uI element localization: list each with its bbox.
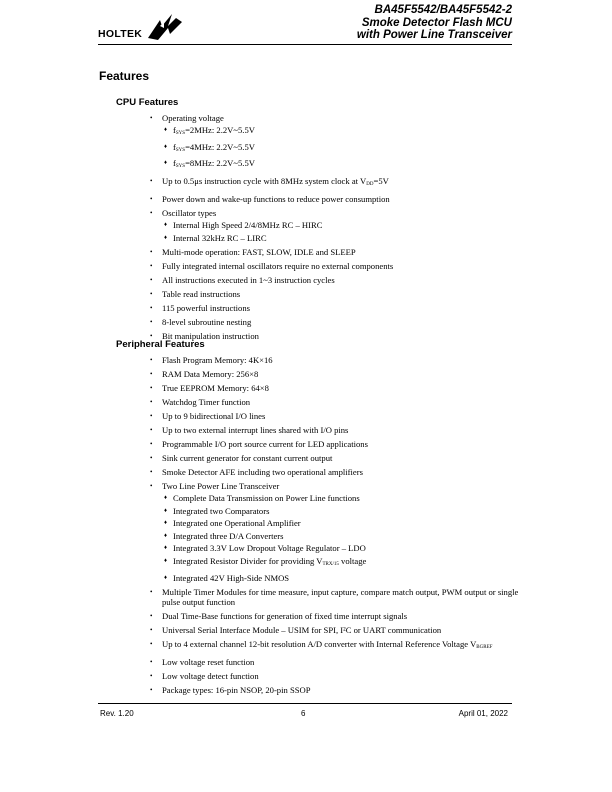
diamond-bullet-icon: ♦ bbox=[164, 532, 168, 539]
peripheral-features-list bbox=[150, 355, 520, 699]
cpu-sub-item-text: $f_{SYS}=4MHz$: 2.2V~5.5V bbox=[173, 141, 255, 153]
bullet-icon: • bbox=[150, 289, 153, 298]
bullet-icon: • bbox=[150, 177, 153, 186]
peripheral-list-item bbox=[150, 383, 520, 393]
footer-revision: Rev. 1.20 bbox=[100, 709, 134, 718]
diamond-bullet-icon: ♦ bbox=[164, 574, 168, 581]
peripheral-item-text: Low voltage reset function bbox=[162, 656, 255, 667]
cpu-features-list bbox=[150, 113, 520, 345]
peripheral-sub-item bbox=[164, 543, 520, 553]
peripheral-sub-item-text: Complete Data Transmission on Power Line functions bbox=[173, 493, 360, 503]
diamond-bullet-icon: ♦ bbox=[164, 143, 168, 150]
diamond-bullet-icon: ♦ bbox=[164, 495, 168, 501]
peripheral-item-text: Universal Serial Interface Module – USIM for SPI, I²C or UART communication bbox=[162, 624, 442, 635]
header-divider bbox=[98, 44, 512, 45]
bullet-icon: • bbox=[150, 426, 153, 434]
peripheral-item-text: Multiple Timer Modules for time measure, input capture, compare match output, PWM output or single pulse output function bbox=[162, 586, 519, 607]
peripheral-item-text: True EEPROM Memory: 64×8 bbox=[162, 383, 269, 393]
peripheral-list-item bbox=[150, 453, 520, 463]
peripheral-list-item bbox=[150, 397, 520, 407]
cpu-item-text: Fully integrated internal oscillators require no external components bbox=[162, 260, 394, 271]
bullet-icon: • bbox=[150, 468, 153, 476]
peripheral-list-item bbox=[150, 425, 520, 435]
cpu-item-text: 8-level subroutine nesting bbox=[162, 316, 252, 327]
diamond-bullet-icon: ♦ bbox=[164, 545, 168, 552]
peripheral-list-item bbox=[150, 411, 520, 421]
cpu-sub-item-text: $f_{SYS}=8MHz$: 2.2V~5.5V bbox=[173, 158, 255, 170]
peripheral-sub-item-text: Integrated 42V High-Side NMOS bbox=[173, 572, 290, 583]
cpu-sub-item bbox=[164, 233, 520, 243]
peripheral-list-item bbox=[150, 625, 520, 635]
peripheral-list-item bbox=[150, 587, 520, 607]
bullet-icon: • bbox=[150, 331, 153, 340]
peripheral-sub-item bbox=[164, 506, 520, 516]
bullet-icon: • bbox=[150, 685, 153, 694]
peripheral-sub-item bbox=[164, 493, 520, 503]
document-title bbox=[357, 4, 512, 42]
footer-divider bbox=[98, 703, 512, 704]
cpu-features-heading: CPU Features bbox=[116, 97, 179, 108]
cpu-list-item bbox=[150, 261, 520, 271]
title-line-3: with Power Line Transceiver bbox=[356, 29, 512, 41]
cpu-item-text: Power down and wake-up functions to reduce power consumption bbox=[162, 194, 390, 205]
peripheral-list-item bbox=[150, 369, 520, 379]
peripheral-sub-item-text: Integrated one Operational Amplifier bbox=[173, 518, 301, 529]
cpu-list-item bbox=[150, 331, 520, 341]
cpu-sub-list bbox=[162, 220, 520, 243]
cpu-list-item bbox=[150, 113, 520, 172]
cpu-item-text: Up to 0.5μs instruction cycle with 8MHz system clock at $V_{DD}=5V$ bbox=[162, 176, 389, 188]
peripheral-item-text: Smoke Detector AFE including two operational amplifiers bbox=[162, 467, 363, 477]
bullet-icon: • bbox=[150, 398, 153, 406]
peripheral-sub-item-text: Integrated three D/A Converters bbox=[173, 530, 284, 541]
peripheral-list-item bbox=[150, 467, 520, 477]
cpu-item-text: All instructions executed in 1~3 instruction cycles bbox=[162, 274, 335, 285]
cpu-list-item bbox=[150, 247, 520, 257]
diamond-bullet-icon: ♦ bbox=[164, 127, 168, 133]
peripheral-list-item bbox=[150, 639, 520, 653]
cpu-sub-item bbox=[164, 142, 520, 156]
bullet-icon: • bbox=[150, 209, 153, 218]
diamond-bullet-icon: ♦ bbox=[164, 557, 168, 564]
cpu-sub-item-text: Internal High Speed 2/4/8MHz RC – HIRC bbox=[173, 220, 323, 231]
cpu-list-item bbox=[150, 176, 520, 190]
bullet-icon: • bbox=[150, 625, 153, 634]
peripheral-list-item bbox=[150, 685, 520, 695]
bullet-icon: • bbox=[150, 611, 153, 620]
peripheral-item-text: Up to 4 external channel 12-bit resolution A/D converter with Internal Reference Voltage $V_{BGREF}$ bbox=[162, 638, 493, 650]
cpu-list-item bbox=[150, 194, 520, 204]
cpu-sub-list bbox=[162, 125, 520, 172]
cpu-sub-item bbox=[164, 158, 520, 172]
diamond-bullet-icon: ♦ bbox=[164, 507, 168, 514]
peripheral-item-text: Low voltage detect function bbox=[162, 670, 259, 681]
cpu-item-text: Oscillator types bbox=[162, 208, 217, 219]
title-line-1: BA45F5542/BA45F5542-2 bbox=[374, 4, 512, 16]
peripheral-sub-item-text: Integrated two Comparators bbox=[173, 505, 270, 516]
peripheral-list-item bbox=[150, 657, 520, 667]
peripheral-sub-list bbox=[162, 493, 520, 583]
cpu-item-text: Multi-mode operation: FAST, SLOW, IDLE and SLEEP bbox=[162, 246, 356, 257]
bullet-icon: • bbox=[150, 671, 153, 680]
cpu-item-text: Table read instructions bbox=[162, 288, 241, 299]
cpu-list-item bbox=[150, 289, 520, 299]
holtek-logo bbox=[98, 12, 188, 44]
peripheral-item-text: Up to two external interrupt lines shared with I/O pins bbox=[162, 425, 349, 435]
cpu-item-text: 115 powerful instructions bbox=[162, 302, 250, 313]
peripheral-features-heading: Peripheral Features bbox=[116, 339, 205, 350]
bullet-icon: • bbox=[150, 384, 153, 392]
logo-text: HOLTEK bbox=[98, 28, 143, 40]
peripheral-item-text: Two Line Power Line Transceiver bbox=[162, 481, 280, 491]
bullet-icon: • bbox=[150, 114, 153, 122]
cpu-list-item bbox=[150, 317, 520, 327]
peripheral-item-text: RAM Data Memory: 256×8 bbox=[162, 369, 259, 379]
cpu-list-item bbox=[150, 208, 520, 243]
peripheral-sub-item bbox=[164, 518, 520, 528]
cpu-sub-item bbox=[164, 220, 520, 230]
bullet-icon: • bbox=[150, 440, 153, 448]
peripheral-list-item bbox=[150, 355, 520, 365]
diamond-bullet-icon: ♦ bbox=[164, 234, 168, 241]
peripheral-list-item bbox=[150, 481, 520, 583]
peripheral-list-item bbox=[150, 439, 520, 449]
peripheral-item-text: Sink current generator for constant current output bbox=[162, 453, 333, 463]
peripheral-item-text: Programmable I/O port source current for LED applications bbox=[162, 439, 368, 449]
peripheral-item-text: Watchdog Timer function bbox=[162, 397, 251, 407]
bullet-icon: • bbox=[150, 195, 153, 204]
footer-page-number: 6 bbox=[301, 709, 306, 718]
bullet-icon: • bbox=[150, 303, 153, 312]
bullet-icon: • bbox=[150, 317, 153, 326]
peripheral-sub-item bbox=[164, 573, 520, 583]
section-title: Features bbox=[99, 69, 150, 83]
peripheral-item-text: Dual Time-Base functions for generation of fixed time interrupt signals bbox=[162, 610, 408, 621]
bullet-icon: • bbox=[150, 370, 153, 378]
diamond-bullet-icon: ♦ bbox=[164, 222, 168, 229]
peripheral-list-item bbox=[150, 611, 520, 621]
peripheral-list-item bbox=[150, 671, 520, 681]
bullet-icon: • bbox=[150, 412, 153, 420]
bullet-icon: • bbox=[150, 247, 153, 256]
peripheral-item-text: Flash Program Memory: 4K×16 bbox=[162, 355, 273, 365]
cpu-item-text: Bit manipulation instruction bbox=[162, 330, 259, 341]
title-line-2: Smoke Detector Flash MCU bbox=[361, 16, 512, 29]
cpu-list-item bbox=[150, 303, 520, 313]
peripheral-sub-item bbox=[164, 531, 520, 541]
cpu-list-item bbox=[150, 275, 520, 285]
bullet-icon: • bbox=[150, 639, 153, 648]
peripheral-sub-item-text: Integrated 3.3V Low Dropout Voltage Regulator – LDO bbox=[173, 543, 366, 554]
bullet-icon: • bbox=[150, 356, 153, 364]
peripheral-item-text: Up to 9 bidirectional I/O lines bbox=[162, 411, 266, 421]
footer-date: April 01, 2022 bbox=[458, 709, 508, 718]
cpu-sub-item-text: $f_{SYS}=2MHz$: 2.2V~5.5V bbox=[173, 125, 255, 136]
peripheral-sub-item-text: Integrated Resistor Divider for providing $V_{TRX/15}$ voltage bbox=[173, 555, 367, 567]
diamond-bullet-icon: ♦ bbox=[164, 160, 168, 167]
cpu-sub-item-text: Internal 32kHz RC – LIRC bbox=[173, 232, 267, 243]
bullet-icon: • bbox=[150, 261, 153, 270]
cpu-item-text: Operating voltage bbox=[162, 113, 224, 123]
peripheral-sub-item bbox=[164, 556, 520, 570]
bullet-icon: • bbox=[150, 587, 153, 596]
bullet-icon: • bbox=[150, 657, 153, 666]
bullet-icon: • bbox=[150, 454, 153, 462]
bullet-icon: • bbox=[150, 482, 153, 490]
logo-emblem-icon bbox=[146, 12, 186, 42]
peripheral-item-text: Package types: 16-pin NSOP, 20-pin SSOP bbox=[162, 684, 311, 695]
diamond-bullet-icon: ♦ bbox=[164, 520, 168, 527]
bullet-icon: • bbox=[150, 275, 153, 284]
cpu-sub-item bbox=[164, 125, 520, 139]
